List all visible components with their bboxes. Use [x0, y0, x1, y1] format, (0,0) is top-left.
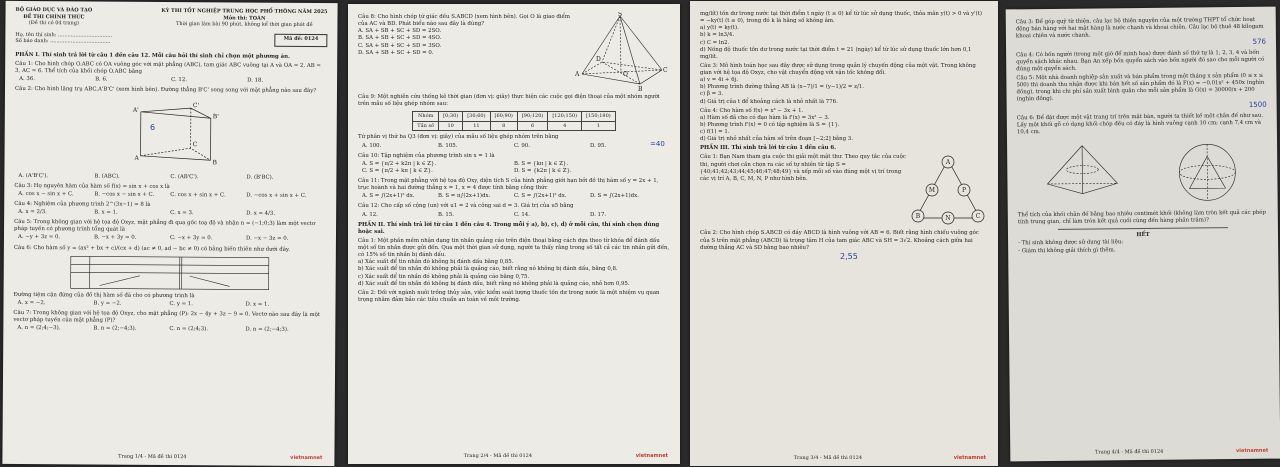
- node-label-n: N: [945, 215, 951, 223]
- question-11: Câu 11: Trong mặt phẳng với hệ tọa độ Oxy, diện tích S của hình phẳng giới hạn bởi đồ thị hàm số y = 2x + 1, trục hoành và hai đường thẳng x = 1, x = 4 được tính bằng công thức: [358, 178, 659, 192]
- table-cell: 10: [439, 121, 463, 131]
- question-9-options: [358, 142, 670, 151]
- question-10-options: [358, 160, 670, 176]
- node-label-a: A: [945, 159, 951, 167]
- statement-item: a) Hàm số đã cho có đạo hàm là f'(x) = 3x² − 3.: [700, 114, 830, 121]
- svg-text:B: B: [638, 86, 643, 92]
- pyramid-stand-figure: [1037, 139, 1128, 210]
- node-label-p: P: [961, 187, 967, 195]
- option: D. 95.: [590, 142, 607, 149]
- svg-text:B': B': [212, 112, 219, 120]
- question-9: Câu 9: Một nghiên cứu thống kê thời gian (đơn vị: giây) thực hiện các cuộc gọi điện thoại của một nhóm người trên mẫu số liệu ghép nhóm sau:: [358, 94, 660, 108]
- svg-text:O: O: [623, 71, 628, 78]
- table-cell: [0;30): [439, 112, 463, 122]
- option: C. S = ∫(2x+1)² dx.: [514, 193, 567, 200]
- table-cell: [90;120): [517, 112, 548, 122]
- frequency-table: [412, 111, 615, 131]
- option: D. x = 1.: [245, 301, 270, 308]
- option: B. −x + 3y = 0.: [93, 234, 137, 242]
- svg-text:C: C: [192, 140, 198, 148]
- option: A. x = −2.: [17, 299, 46, 306]
- option: A. 36.: [19, 76, 35, 83]
- exam-page-3: [690, 1, 998, 466]
- option: D. n = (2;−4;3).: [245, 326, 289, 334]
- sbd-label: Số báo danh: ......................................: [15, 38, 111, 45]
- option: A. 12.: [362, 211, 378, 218]
- svg-text:C': C': [192, 101, 200, 109]
- page-header: [5, 1, 337, 31]
- statement-item: d) Nồng độ thuốc tồn dư trong nước tại thời điểm t = 21 (ngày) kể từ lúc sử dụng thuốc lớn hơn 0,1 mg/lít.: [700, 46, 972, 60]
- table-cell: 6: [517, 121, 548, 131]
- motion-items: [700, 77, 988, 106]
- sphere-figure: [1167, 138, 1248, 209]
- node-label-b: B: [915, 213, 921, 221]
- exam-code: Mã đề: 0124: [275, 34, 328, 48]
- question-8-options: [358, 28, 570, 57]
- divider: [1058, 227, 1228, 230]
- part3-heading: PHẦN III. Thí sinh trả lời từ câu 1 đến câu 6.: [700, 145, 837, 152]
- part3-question-5: Câu 5: Một nhà doanh nghiệp sản xuất và bán phẩm trong một tháng x sản phẩm (0 ≤ x ≤ 500) thì doanh thu nhận được khi bán hết số sản phẩm đó là F(x) = −0,01x² + 450x (nghìn đồng), trong khi chi phí sản xuất bình quân cho mỗi sản phẩm là G(x) = 30000/x + 200 (nghìn đồng).: [1016, 72, 1265, 103]
- option: B. (ABC).: [94, 173, 120, 180]
- page-number: Trang 1/4 - Mã đề thi 0124: [118, 454, 187, 461]
- question-1: Câu 1: Cho hình chóp O.ABC có OA vuông góc với mặt phẳng (ABC), tam giác ABC vuông tại A và OA = 2, AB = 3, AC = 6. Thể tích của khối chóp O.ABC bằng: [15, 61, 321, 76]
- table-cell: Tần số: [413, 121, 439, 131]
- question-1-options: [15, 75, 327, 86]
- note-2: - Giám thị không giải thích gì thêm.: [1018, 246, 1116, 254]
- pages-note: (Đề thi có 04 trang): [28, 20, 79, 27]
- subject-label: Môn thi: TOÁN: [223, 14, 266, 22]
- question-10: Câu 10: Tập nghiệm của phương trình sin x = 1 là: [358, 152, 495, 159]
- option: A. SA + SB + SC + SD = 2SO.: [358, 28, 442, 35]
- svg-text:A: A: [575, 71, 580, 78]
- option: A. 100.: [362, 142, 382, 149]
- part2-question-4: Câu 4: Cho hàm số f(x) = x³ − 3x + 1.: [700, 107, 804, 114]
- option: A. −y + 3z = 0.: [17, 234, 61, 241]
- option: A. cos x − sin x + C.: [18, 190, 74, 198]
- statement-item: b) k = ln3/4.: [700, 32, 735, 39]
- option: C. 14.: [514, 211, 530, 218]
- watermark: vietnamnet: [290, 455, 323, 462]
- statement-item: b) Phương trình đường thẳng AB là (x−7)/1 = (y−1)/2 = z/1.: [700, 84, 864, 91]
- option: C. −x + 3y = 0.: [169, 235, 213, 242]
- svg-text:B: B: [212, 158, 217, 166]
- svg-text:A': A': [132, 106, 139, 114]
- question-6-options: [13, 299, 325, 310]
- option: D. −x − 3z = 0.: [245, 235, 289, 243]
- option: B. S = {kπ | k ∈ Z}.: [514, 160, 569, 167]
- option: C. (AB'C').: [170, 173, 199, 180]
- statement-item: d) Xác suất để tin nhắn đó không bị đánh dấu, biết rằng nó không phải là quảng cáo, nhỏ hơn 0,95.: [358, 280, 630, 287]
- statement-item: d) Giá trị của t để khoảng cách là nhỏ nhất là 776.: [700, 98, 838, 105]
- option: D. 18.: [247, 77, 264, 84]
- question-7: Câu 7: Trong không gian với hệ tọa độ Oxyz, cho mặt phẳng (P): 2x − 4y + 3z − 9 = 0. Vectơ nào sau đây là một vectơ pháp tuyến của mặt phẳng (P)?: [13, 309, 321, 324]
- page-number: Trang 2/4 - Mã đề thi 0124: [463, 453, 533, 460]
- page-footer: [2, 453, 334, 462]
- svg-text:D: D: [596, 56, 601, 63]
- statement-item: c) f(1) = 1.: [700, 129, 730, 135]
- exam-page-1: [2, 1, 337, 466]
- question-12-options: [358, 211, 670, 220]
- handwritten-answer: 576: [1252, 38, 1267, 47]
- question-3: Câu 3: Họ nguyên hàm của hàm số f(x) = sin x + cos x là: [14, 182, 170, 190]
- decay-intro: mg/lít) tồn dư trong nước tại thời điểm t ngày (t ≥ 0) kể từ lúc sử dụng thuốc, thỏa mãn y(t) > 0 và y'(t) = −ky(t) (t ≥ 0), trong đó k là hằng số không âm.: [700, 11, 982, 25]
- part2-question-2: Câu 2: Đối với ngành nuôi trồng thủy sản, việc kiểm soát lượng thuốc tồn dư trong nước là một nhiệm vụ quan trọng nhằm đảm bảo các tiêu chuẩn an toàn về môi trường.: [358, 289, 660, 303]
- option: D. SA + SB + SC + SD = 0.: [358, 49, 434, 56]
- option: B. −cos x − sin x + C.: [94, 191, 155, 198]
- option: B. SA + SB + SC + SD = 4SO.: [358, 35, 442, 42]
- decay-items: [700, 25, 988, 61]
- option: C. SA + SB + SC + SD = 3SO.: [358, 42, 442, 49]
- table-cell: [60;90): [490, 112, 517, 122]
- question-5: Câu 5: Trong không gian với hệ tọa độ Oxyz, mặt phẳng đi qua gốc toạ độ và nhận n = (−1;0;3) làm một vectơ pháp tuyến có phương trình tổng quát là: [14, 219, 316, 234]
- option: C. x = 3.: [170, 210, 194, 217]
- question-11-options: [358, 192, 670, 201]
- option: D. S = ∫(2x+1)dx.: [590, 193, 639, 200]
- question-12: Câu 12: Cho cấp số cộng (un) với u1 = 2 và công sai d = 3. Giá trị của u5 bằng: [358, 203, 574, 210]
- table-cell: Nhóm: [413, 112, 439, 122]
- option: A. S = {π/2 + k2π | k ∈ Z}.: [362, 160, 437, 167]
- option: B. 15.: [438, 211, 454, 218]
- question-8: Câu 8: Cho hình chóp tứ giác đều S.ABCD (xem hình bên). Gọi O là giao điểm của AC và BD. Phát biểu nào sau đây là đúng?: [358, 14, 570, 28]
- handwritten-answer: 1500: [1248, 101, 1267, 110]
- page-footer: [690, 455, 998, 462]
- option: B. y = −2.: [93, 300, 122, 307]
- page-footer: [1010, 448, 1280, 457]
- table-cell: 8: [490, 121, 517, 131]
- option: D. 17.: [590, 211, 607, 218]
- part2-heading: PHẦN II. Thí sinh trả lời từ câu 1 đến câu 4. Trong mỗi ý a), b), c), d) ở mỗi câu, thí sinh chọn đúng hoặc sai.: [358, 221, 660, 235]
- page-number: Trang 3/4 - Mã đề thi 0124: [793, 455, 863, 462]
- pyramid-figure: [570, 12, 670, 92]
- option: C. 90.: [514, 142, 530, 149]
- question-7-options: [13, 324, 325, 335]
- handwritten-answer: 2,55: [840, 251, 858, 261]
- option: A. n = (2;4;−3).: [17, 325, 61, 332]
- question-4-options: [14, 208, 326, 219]
- question-6: Câu 6: Cho hàm số y = (ax² + bx + c)/(cx + d) (ac ≠ 0, ad − bc ≠ 0) có bảng biến thiên như dưới đây.: [13, 244, 290, 253]
- variation-table: [70, 255, 270, 290]
- svg-text:S: S: [618, 12, 623, 18]
- statement-item: c) Xác suất để tin nhắn đó không phải là quảng cáo bằng 0,75.: [358, 273, 530, 280]
- prism-figure: [110, 97, 230, 170]
- function-items: [700, 115, 988, 144]
- option: D. (B'BC).: [246, 174, 274, 181]
- question-9b: Tứ phân vị thứ ba Q3 (đơn vị: giây) của mẫu số liệu ghép nhóm trên bằng: [358, 134, 559, 141]
- option: C. 12.: [171, 77, 188, 84]
- table-cell: 4: [548, 121, 582, 131]
- ministry-name: BỘ GIÁO DỤC VÀ ĐÀO TẠO: [15, 6, 93, 14]
- question-5-options: [14, 233, 326, 244]
- option: B. n = (2;−4;3).: [93, 325, 137, 332]
- table-row: [413, 121, 615, 131]
- option: B. 6.: [95, 76, 108, 83]
- candidate-info: [5, 29, 337, 51]
- part1-heading: PHẦN I. Thí sinh trả lời từ câu 1 đến câu 12. Mỗi câu hỏi thí sinh chỉ chọn một phương án.: [15, 51, 290, 60]
- part3-question-6: Câu 6: Để đặt được một vật trang trí trên mặt bàn, người ta thiết kế một chân đế như sau. Lấy một khối gỗ có dạng khối chóp đều có đáy là hình vuông cạnh 10 cm; cạnh 7,4 cm và 10,4 cm.: [1016, 112, 1264, 136]
- note-1: - Thí sinh không được sử dụng tài liệu;: [1018, 239, 1124, 247]
- statement-item: d) Giá trị nhỏ nhất của hàm số trên đoạn [−2;2] bằng 3.: [700, 136, 853, 143]
- statement-item: c) C = ln2.: [700, 39, 730, 46]
- handwritten-answer: 6: [150, 123, 156, 132]
- option: D. x = 4/3.: [246, 210, 276, 217]
- option: A. x = 2/3.: [18, 209, 47, 216]
- svg-text:C: C: [663, 67, 668, 74]
- table-cell: 11: [463, 121, 490, 131]
- option: B. 105.: [438, 142, 458, 149]
- handwritten-answer: =40: [650, 140, 665, 148]
- statement-item: a) y(t) = ky(t).: [700, 25, 739, 32]
- exam-page-2: [348, 4, 680, 464]
- part2-question-1: Câu 1: Một phần mềm nhận dạng tin nhắn quảng cáo trên điện thoại bằng cách dựa theo từ khóa để đánh dấu một số tin nhắn được gửi đến. Qua một thời gian sử dụng, người ta thấy rằng trong số tất cả các tin nhắn gửi đến, có 15% số tin nhắn bị đánh dấu.: [358, 237, 670, 259]
- svg-text:A: A: [134, 154, 139, 162]
- exam-page-4: [1006, 7, 1280, 462]
- option: A. S = ∫(2x+1)² dx.: [362, 193, 415, 200]
- node-label-c: C: [975, 213, 981, 221]
- time-label: Thời gian làm bài 90 phút, không kể thời gian phát đề: [176, 21, 313, 29]
- table-cell: [120;150): [548, 112, 582, 122]
- statement-item: b) Xác suất để tin nhắn đó không phải là quảng cáo, biết rằng nó không bị đánh dấu, bằng 0,8.: [358, 266, 618, 273]
- name-label: Họ, tên thí sinh: ..................................: [15, 31, 113, 39]
- part3-question-6b: Thể tích của khối chân đế bằng bao nhiêu centimét khối (không làm tròn kết quả các phép tính trung gian, chỉ làm tròn kết quả cuối cùng đến hàng phần trăm)?: [1017, 209, 1266, 226]
- part3-question-4: Câu 4: Có bốn người (trong một giờ để minh họa) được đánh số thứ tự là 1, 2, 3, 4 và bốn quyển sách khác nhau. Bạn An xếp bốn quyển sách vào bốn người đó sao cho mỗi người có đúng một quyển sách.: [1016, 49, 1265, 73]
- statement-item: a) v = 4i + 6j.: [700, 77, 738, 84]
- page-number: Trang 4/4 - Mã đề thi 0124: [1094, 449, 1164, 456]
- question-4: Câu 4: Nghiệm của phương trình 2^(3x−1) = 8 là: [14, 200, 151, 208]
- part3-question-1: Câu 1: Bạn Nam tham gia cuộc thi giải một mật thư. Theo quy tắc của cuộc thi, người chơi cần chọn ra các số tự nhiên từ tập S = {40;41;42;43;44;45;46;47;48;49} và xếp mỗi số vào đúng một vị trí trong các vị trí A, B, C, M, N, P như hình bên.: [700, 154, 906, 182]
- table-cell: 1: [582, 121, 616, 131]
- part2-question-3: Câu 3: Mô hình toán học sau đây được sử dụng trong quản lý chuyến động của một vật. Trong không gian với hệ tọa độ Oxyz, cho vật chuyển động với vận tốc không đổi.: [700, 62, 976, 76]
- watermark: vietnamnet: [635, 453, 668, 460]
- question-2: Câu 2: Cho hình lăng trụ ABC.A'B'C' (xem hình bên). Đường thẳng B'C' song song với mặt phẳng nào sau đây?: [14, 86, 317, 95]
- statement-item: a) Xác suất để tin nhắn đó không bị đánh dấu bằng 0,85.: [358, 259, 514, 266]
- watermark: vietnamnet: [1236, 448, 1269, 455]
- question-6b: Đường tiệm cận đứng của đồ thị hàm số đã cho có phương trình là: [13, 291, 195, 299]
- option: A. (A'B'C').: [18, 172, 49, 179]
- triangle-nodes-figure: [908, 152, 988, 228]
- table-cell: [30;60): [463, 112, 490, 122]
- option: C. cos x + sin x + C.: [170, 191, 226, 199]
- statement-item: b) Phương trình f'(x) = 0 có tập nghiệm là S = {1}.: [700, 121, 840, 128]
- official-label: ĐỀ THI CHÍNH THỨC: [23, 13, 85, 20]
- table-row: [413, 112, 615, 122]
- node-label-m: M: [928, 187, 936, 195]
- statement-item: c) β = 3.: [700, 91, 724, 98]
- part2-question-1-items: [358, 259, 670, 288]
- option: C. n = (2;4;3).: [169, 326, 208, 333]
- end-marker: HẾT: [1136, 232, 1150, 239]
- option: B. x = 1.: [94, 209, 118, 216]
- option: D. S = {k2π | k ∈ Z}.: [514, 167, 572, 174]
- option: C. S = {π/2 + kπ | k ∈ Z}.: [362, 167, 433, 174]
- option: C. y = 1.: [169, 300, 194, 308]
- watermark: vietnamnet: [953, 455, 986, 462]
- part3-question-2: Câu 2: Cho hình chóp S.ABCD có đáy ABCD là hình vuông với AB = 6. Biết rằng hình chiếu vuông góc của S trên mặt phẳng (ABCD) là trọng tâm H của tam giác ABC và SH = 3√2. Khoảng cách giữa hai đường thẳng AC và SD bằng bao nhiêu?: [700, 230, 979, 251]
- exam-title: KỲ THI TỐT NGHIỆP TRUNG HỌC PHỔ THÔNG NĂM 2025: [161, 7, 328, 16]
- question-3-options: [14, 190, 326, 201]
- option: B. S = π∫(2x+1)dx.: [438, 193, 491, 200]
- option: D. −cos x + sin x + C.: [246, 192, 307, 199]
- page-footer: [348, 453, 680, 460]
- part3-question-3: Câu 3: Để góp quỹ từ thiện, câu lạc bộ thiện nguyện của một trường THPT tổ chức hoạt động bán hàng với hai mặt hàng là nước chanh và khoai chiên. Câu lạc bộ thuê 48 kilogam khoai chiên và nước chanh.: [1015, 16, 1264, 40]
- table-cell: [150;180): [582, 112, 616, 122]
- question-2-options: [14, 172, 326, 183]
